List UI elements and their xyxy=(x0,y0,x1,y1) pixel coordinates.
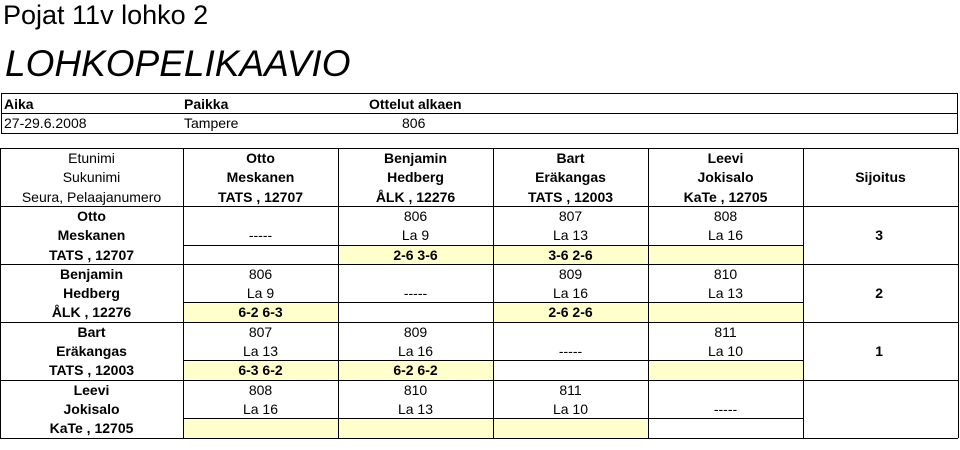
match-number: 808 xyxy=(713,208,738,224)
grid-line xyxy=(0,438,958,439)
match-number: 809 xyxy=(403,324,428,340)
player-rank: 1 xyxy=(875,343,883,359)
player-rank: 3 xyxy=(875,227,883,243)
player-last-name: Jokisalo xyxy=(63,401,120,417)
match-number: 806 xyxy=(248,266,273,282)
column-club: ÅLK , 12276 xyxy=(375,189,456,205)
match-number: 810 xyxy=(403,382,428,398)
info-header-matches-start: Ottelut alkaen xyxy=(369,96,462,112)
event-info-table xyxy=(1,93,958,134)
column-last-name: Hedberg xyxy=(387,169,444,185)
match-score: 6-3 6-2 xyxy=(238,362,283,378)
player-first-name: Otto xyxy=(77,208,106,224)
match-number: 811 xyxy=(714,324,737,340)
match-number: 808 xyxy=(248,382,273,398)
match-score: 2-6 3-6 xyxy=(393,247,438,263)
info-value-time: 27-29.6.2008 xyxy=(4,115,87,131)
score-cell-bg xyxy=(184,419,338,438)
match-time: La 13 xyxy=(552,227,589,243)
match-time: La 9 xyxy=(401,227,430,243)
player-club: TATS , 12707 xyxy=(48,247,135,263)
grid-line xyxy=(958,148,959,438)
column-last-name: Meskanen xyxy=(226,169,295,185)
document-heading: LOHKOPELIKAAVIO xyxy=(5,43,351,84)
row-label: Sukunimi xyxy=(62,169,121,185)
score-cell-bg xyxy=(339,419,493,438)
info-value-place: Tampere xyxy=(184,115,239,131)
round-robin-grid xyxy=(0,148,960,450)
info-value-matches-start: 806 xyxy=(402,115,426,131)
row-label: Seura, Pelaajanumero xyxy=(21,189,162,205)
column-club: TATS , 12707 xyxy=(217,189,304,205)
column-first-name: Benjamin xyxy=(383,150,447,166)
column-first-name: Leevi xyxy=(707,150,744,166)
score-cell-bg xyxy=(494,419,648,438)
column-last-name: Jokisalo xyxy=(697,169,754,185)
player-last-name: Meskanen xyxy=(57,227,126,243)
match-time: ----- xyxy=(713,401,738,417)
match-number: 810 xyxy=(713,266,738,282)
ranking-header: Sijoitus xyxy=(855,169,906,185)
match-number: 806 xyxy=(403,208,428,224)
match-time: ----- xyxy=(403,285,428,301)
score-cell-bg xyxy=(649,246,803,264)
match-score: 3-6 2-6 xyxy=(548,247,593,263)
player-last-name: Eräkangas xyxy=(56,343,127,359)
match-time: ----- xyxy=(248,227,273,243)
match-number: 811 xyxy=(559,382,582,398)
match-time: La 13 xyxy=(707,285,744,301)
match-time: La 16 xyxy=(707,227,744,243)
match-time: La 16 xyxy=(242,401,279,417)
player-first-name: Benjamin xyxy=(59,266,123,282)
match-score: 6-2 6-2 xyxy=(393,362,438,378)
player-club: ÅLK , 12276 xyxy=(51,304,132,320)
column-club: KaTe , 12705 xyxy=(683,189,768,205)
info-header-place: Paikka xyxy=(184,96,229,112)
column-first-name: Bart xyxy=(556,150,585,166)
column-first-name: Otto xyxy=(246,150,275,166)
row-label: Etunimi xyxy=(68,150,115,166)
match-time: La 10 xyxy=(707,343,744,359)
match-time: La 16 xyxy=(397,343,434,359)
player-first-name: Bart xyxy=(77,324,106,340)
player-first-name: Leevi xyxy=(73,382,110,398)
match-time: La 13 xyxy=(397,401,434,417)
page-title: Pojat 11v lohko 2 xyxy=(3,0,209,30)
match-number: 809 xyxy=(558,266,583,282)
match-time: ----- xyxy=(558,343,583,359)
match-number: 807 xyxy=(248,324,273,340)
score-cell-bg xyxy=(649,303,803,322)
match-time: La 13 xyxy=(242,343,279,359)
match-score: 6-2 6-3 xyxy=(238,304,283,320)
match-time: La 10 xyxy=(552,401,589,417)
match-number: 807 xyxy=(558,208,583,224)
player-club: TATS , 12003 xyxy=(48,362,135,378)
score-cell-bg xyxy=(649,361,803,380)
match-score: 2-6 2-6 xyxy=(548,304,593,320)
info-header-time: Aika xyxy=(4,96,34,112)
player-rank: 2 xyxy=(875,285,883,301)
info-divider xyxy=(2,113,957,114)
column-last-name: Eräkangas xyxy=(535,169,606,185)
match-time: La 9 xyxy=(246,285,275,301)
player-last-name: Hedberg xyxy=(63,285,120,301)
player-club: KaTe , 12705 xyxy=(49,420,134,436)
column-club: TATS , 12003 xyxy=(527,189,614,205)
match-time: La 16 xyxy=(552,285,589,301)
